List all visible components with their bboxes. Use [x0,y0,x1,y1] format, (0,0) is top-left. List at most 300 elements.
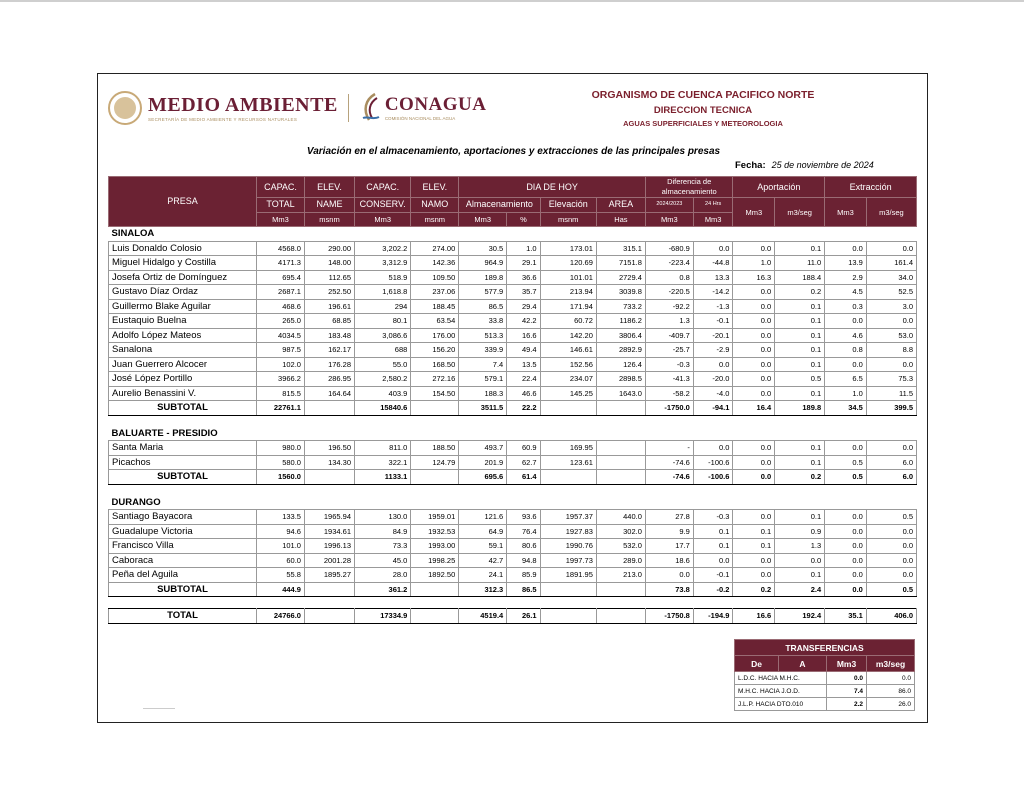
table-cell: 0.0 [733,568,775,583]
table-cell: 0.0 [866,357,916,372]
subtotal-label: SUBTOTAL [109,401,257,416]
table-cell: 1.0 [825,386,867,401]
table-cell: 0.1 [775,568,825,583]
table-row [109,372,917,387]
table-cell: 0.0 [825,314,867,329]
table-cell: 274.00 [411,241,459,256]
table-cell: 0.0 [733,328,775,343]
col-ap-m3seg: m3/seg [775,198,825,227]
table-cell: 2892.9 [596,343,645,358]
table-cell: 52.5 [866,285,916,300]
region-header [109,496,917,510]
table-cell: 133.5 [257,510,305,525]
col-capac-cons-2: CONSERV. [355,198,411,213]
transfers-body [735,672,915,711]
table-cell: 0.0 [693,553,733,568]
table-cell: -409.7 [645,328,693,343]
subtotal-cell: -100.6 [693,470,733,485]
dam-name: José López Portillo [109,372,257,387]
table-cell: -220.5 [645,285,693,300]
table-cell: 1,618.8 [355,285,411,300]
table-cell: 0.1 [693,524,733,539]
subtotal-cell: 0.0 [825,582,867,597]
table-cell: 0.0 [866,553,916,568]
table-cell: 0.0 [733,386,775,401]
total-cell [304,609,354,624]
table-cell: 7.4 [459,357,507,372]
col-presa: PRESA [109,177,257,227]
transfer-route: J.L.P. HACIA DTO.010 [735,698,827,711]
spacer-row [109,415,917,427]
table-cell: 440.0 [596,510,645,525]
table-body [109,227,917,624]
table-cell: 4568.0 [257,241,305,256]
table-cell: 579.1 [459,372,507,387]
table-cell: 1997.73 [540,553,596,568]
table-cell: 0.0 [866,241,916,256]
col-capac-total-2: TOTAL [257,198,305,213]
table-cell: 0.0 [825,539,867,554]
org-line-1: ORGANISMO DE CUENCA PACIFICO NORTE [591,89,815,101]
table-cell: 4171.3 [257,256,305,271]
subtotal-row [109,470,917,485]
table-cell: 980.0 [257,441,305,456]
dam-name: Caboraca [109,553,257,568]
date-line [735,160,874,171]
table-cell: -100.6 [693,455,733,470]
table-cell: 152.56 [540,357,596,372]
subtotal-cell: 312.3 [459,582,507,597]
table-cell: 201.9 [459,455,507,470]
table-cell: 3,202.2 [355,241,411,256]
table-cell: -0.1 [693,568,733,583]
col-area: AREA [596,198,645,213]
logo-subtitle: SECRETARÍA DE MEDIO AMBIENTE Y RECURSOS NATURALES [148,116,298,122]
col-dia-de-hoy: DIA DE HOY [459,177,646,198]
total-cell: 192.4 [775,609,825,624]
dam-name: Francisco Villa [109,539,257,554]
table-cell: 265.0 [257,314,305,329]
subtotal-cell: 2.4 [775,582,825,597]
subtotal-cell [596,401,645,416]
col-ex-mm3: Mm3 [825,198,867,227]
table-cell: 101.01 [540,270,596,285]
subtotal-cell: -0.2 [693,582,733,597]
table-cell: 86.5 [459,299,507,314]
subtotal-cell: 22761.1 [257,401,305,416]
total-cell: 406.0 [866,609,916,624]
table-cell: 22.4 [507,372,540,387]
total-cell: -194.9 [693,609,733,624]
medio-ambiente-logo [148,95,338,122]
transfer-mm3: 0.0 [827,672,867,685]
table-row [109,270,917,285]
table-row [109,256,917,271]
subtotal-cell [540,470,596,485]
table-cell: 46.6 [507,386,540,401]
dam-name: Eustaquio Buelna [109,314,257,329]
table-cell: 1.3 [775,539,825,554]
national-seal-icon [108,91,142,125]
table-cell: 1996.13 [304,539,354,554]
date-label: Fecha: [735,160,766,171]
table-cell: 188.45 [411,299,459,314]
table-cell: 964.9 [459,256,507,271]
table-cell: 173.01 [540,241,596,256]
table-cell: 102.0 [257,357,305,372]
subtotal-cell: 22.2 [507,401,540,416]
table-row [109,357,917,372]
table-cell: 49.4 [507,343,540,358]
table-cell: 6.5 [825,372,867,387]
table-cell: 0.0 [733,314,775,329]
subtotal-cell: 6.0 [866,470,916,485]
header-logos [108,88,486,128]
table-cell: 577.9 [459,285,507,300]
table-cell: 0.1 [775,441,825,456]
table-row [109,386,917,401]
table-cell: 213.0 [596,568,645,583]
dam-name: Peña del Aguila [109,568,257,583]
table-cell: 60.72 [540,314,596,329]
col-elev-namo-2: NAMO [411,198,459,213]
total-cell: 24766.0 [257,609,305,624]
table-cell: 130.0 [355,510,411,525]
table-row [109,328,917,343]
conagua-title: CONAGUA [384,94,487,115]
dams-table [108,176,917,624]
table-cell: 290.00 [304,241,354,256]
transfer-row [735,698,915,711]
table-cell: 2001.28 [304,553,354,568]
table-cell: 188.4 [775,270,825,285]
table-cell: 513.3 [459,328,507,343]
table-cell: 1993.00 [411,539,459,554]
table-cell: 322.1 [355,455,411,470]
table-cell: -223.4 [645,256,693,271]
table-cell: 55.8 [257,568,305,583]
table-cell: 0.0 [825,357,867,372]
conagua-subtitle: COMISIÓN NACIONAL DEL AGUA [384,116,456,121]
table-cell: 302.0 [596,524,645,539]
table-cell: 1.0 [733,256,775,271]
table-cell: 142.36 [411,256,459,271]
table-cell: 1186.2 [596,314,645,329]
table-cell: 0.1 [775,299,825,314]
table-cell: 2898.5 [596,372,645,387]
table-cell: 124.79 [411,455,459,470]
table-cell: -25.7 [645,343,693,358]
table-cell: 34.0 [866,270,916,285]
table-cell: -1.3 [693,299,733,314]
subtotal-cell [540,401,596,416]
table-cell: 493.7 [459,441,507,456]
transfers-title: TRANSFERENCIAS [735,640,915,656]
table-cell: 0.1 [775,343,825,358]
transfers-col-de: De [735,656,779,672]
subtotal-cell [304,470,354,485]
unit-dif-b: Mm3 [693,212,733,227]
table-row [109,285,917,300]
table-cell: 1892.50 [411,568,459,583]
subtotal-cell: 61.4 [507,470,540,485]
table-cell: -58.2 [645,386,693,401]
top-border [0,0,1024,2]
table-cell: 0.0 [733,441,775,456]
subtotal-cell: 189.8 [775,401,825,416]
table-cell: 3806.4 [596,328,645,343]
dam-name: Sanalona [109,343,257,358]
subtotal-cell: 1560.0 [257,470,305,485]
table-cell: -2.9 [693,343,733,358]
col-elev-name-2: NAME [304,198,354,213]
total-cell [411,609,459,624]
table-cell: 176.28 [304,357,354,372]
table-cell: 1959.01 [411,510,459,525]
table-cell: 8.8 [866,343,916,358]
table-cell: 403.9 [355,386,411,401]
transfer-m3seg: 0.0 [867,672,915,685]
subtotal-cell [411,470,459,485]
subtotal-cell: 0.2 [775,470,825,485]
total-cell [596,609,645,624]
table-cell: 4.5 [825,285,867,300]
table-cell: 13.9 [825,256,867,271]
table-cell: 109.50 [411,270,459,285]
table-cell: 134.30 [304,455,354,470]
table-cell: 75.3 [866,372,916,387]
table-cell: 33.8 [459,314,507,329]
total-cell: 35.1 [825,609,867,624]
table-row [109,510,917,525]
table-cell: 93.6 [507,510,540,525]
table-cell: 252.50 [304,285,354,300]
subtotal-cell [596,582,645,597]
table-cell: 94.8 [507,553,540,568]
table-cell: 3.0 [866,299,916,314]
col-extraccion: Extracción [825,177,917,198]
table-cell: 154.50 [411,386,459,401]
footer-rule [143,708,175,709]
table-cell: 0.5 [775,372,825,387]
dam-name: Santiago Bayacora [109,510,257,525]
date-value: 25 de noviembre de 2024 [771,160,874,170]
table-cell: 2729.4 [596,270,645,285]
table-cell: -0.3 [645,357,693,372]
table-cell: 3966.2 [257,372,305,387]
table-cell: 987.5 [257,343,305,358]
subtotal-cell: 695.6 [459,470,507,485]
unit-area: Has [596,212,645,227]
subtotal-cell [411,401,459,416]
region-header [109,227,917,242]
col-capac-total: CAPAC. [257,177,305,198]
org-line-3: AGUAS SUPERFICIALES Y METEOROLOGIA [623,119,783,128]
table-cell: 1934.61 [304,524,354,539]
table-cell: 3039.8 [596,285,645,300]
table-cell: 695.4 [257,270,305,285]
table-cell: 73.3 [355,539,411,554]
table-cell: 1643.0 [596,386,645,401]
col-dif-24hrs: 24 Hrs [693,198,733,213]
subtotal-cell: -1750.0 [645,401,693,416]
table-cell: 1895.27 [304,568,354,583]
subtotal-cell [540,582,596,597]
table-cell: 1965.94 [304,510,354,525]
org-line-2: DIRECCION TECNICA [653,105,753,116]
col-almacenamiento: Almacenamiento [459,198,540,213]
table-cell: 0.5 [866,510,916,525]
total-cell: 17334.9 [355,609,411,624]
table-cell: 80.1 [355,314,411,329]
report-title: Variación en el almacenamiento, aportaciones y extracciones de las principales presas [306,146,721,157]
table-cell: 3,086.6 [355,328,411,343]
table-cell: 2,580.2 [355,372,411,387]
table-cell: 101.0 [257,539,305,554]
subtotal-cell: 73.8 [645,582,693,597]
dam-name: Adolfo López Mateos [109,328,257,343]
table-cell: 76.4 [507,524,540,539]
subtotal-cell: 16.4 [733,401,775,416]
table-cell: 63.54 [411,314,459,329]
subtotal-row [109,401,917,416]
table-cell [596,455,645,470]
table-cell: 188.50 [411,441,459,456]
subtotal-cell: 34.5 [825,401,867,416]
spacer-cell [109,415,917,427]
table-cell: 0.0 [866,568,916,583]
total-cell: 16.6 [733,609,775,624]
table-cell: 1891.95 [540,568,596,583]
table-cell: 196.50 [304,441,354,456]
table-row [109,441,917,456]
table-cell: 339.9 [459,343,507,358]
subtotal-cell [411,582,459,597]
table-cell: 9.9 [645,524,693,539]
table-cell: 68.85 [304,314,354,329]
total-cell: 4519.4 [459,609,507,624]
table-cell: 0.0 [693,441,733,456]
table-cell: 1998.25 [411,553,459,568]
table-cell: 2.9 [825,270,867,285]
table-cell: 0.1 [775,455,825,470]
table-cell: 0.0 [733,285,775,300]
table-cell: 24.1 [459,568,507,583]
table-cell: 28.0 [355,568,411,583]
col-diferencia: Diferencia de almacenamiento [645,177,733,198]
subtotal-cell: 3511.5 [459,401,507,416]
table-cell: 123.61 [540,455,596,470]
conagua-wave-icon [359,92,381,124]
transfer-row [735,685,915,698]
table-cell: 53.0 [866,328,916,343]
subtotal-label: SUBTOTAL [109,470,257,485]
spacer-row [109,484,917,496]
table-cell: 0.0 [733,357,775,372]
table-cell: 16.3 [733,270,775,285]
table-row [109,299,917,314]
subtotal-label: SUBTOTAL [109,582,257,597]
table-cell: 59.1 [459,539,507,554]
dam-name: Picachos [109,455,257,470]
table-cell: 0.2 [775,285,825,300]
table-cell: 7151.8 [596,256,645,271]
transfer-route: L.D.C. HACIA M.H.C. [735,672,827,685]
table-cell: 11.0 [775,256,825,271]
unit-capac-cons: Mm3 [355,212,411,227]
region-header [109,427,917,441]
table-cell: 60.0 [257,553,305,568]
table-row [109,343,917,358]
table-cell: 169.95 [540,441,596,456]
subtotal-cell: 399.5 [866,401,916,416]
total-cell [540,609,596,624]
table-cell: 148.00 [304,256,354,271]
transfer-route: M.H.C. HACIA J.O.D. [735,685,827,698]
dam-name: Miguel Hidalgo y Costilla [109,256,257,271]
subtotal-cell: -94.1 [693,401,733,416]
table-cell: 27.8 [645,510,693,525]
table-cell: 0.0 [825,524,867,539]
table-cell: 0.1 [775,510,825,525]
table-cell: 0.0 [866,539,916,554]
table-cell: 580.0 [257,455,305,470]
table-cell: 2687.1 [257,285,305,300]
table-cell: 0.0 [825,568,867,583]
conagua-logo [359,92,487,124]
table-cell: 0.0 [733,372,775,387]
table-cell: 30.5 [459,241,507,256]
table-cell: 17.7 [645,539,693,554]
spacer-cell [109,597,917,609]
subtotal-cell: -74.6 [645,470,693,485]
table-cell: 0.0 [733,510,775,525]
col-elev-name: ELEV. [304,177,354,198]
table-cell: 80.6 [507,539,540,554]
table-cell: 6.0 [866,455,916,470]
table-cell: 289.0 [596,553,645,568]
table-cell: 532.0 [596,539,645,554]
table-cell: 1990.76 [540,539,596,554]
table-cell: 0.0 [693,241,733,256]
organization-block [568,89,838,128]
table-cell: -0.1 [693,314,733,329]
table-cell: 121.6 [459,510,507,525]
table-cell: 189.8 [459,270,507,285]
table-cell: 183.48 [304,328,354,343]
table-row [109,524,917,539]
table-cell: 0.8 [645,270,693,285]
table-cell: 0.3 [825,299,867,314]
table-cell: 112.65 [304,270,354,285]
dam-name: Josefa Ortiz de Domínguez [109,270,257,285]
subtotal-cell: 0.5 [866,582,916,597]
table-cell: 36.6 [507,270,540,285]
table-cell: 286.95 [304,372,354,387]
table-cell: 272.16 [411,372,459,387]
table-cell: 84.9 [355,524,411,539]
table-cell: 188.3 [459,386,507,401]
logo-divider [348,94,349,122]
table-cell: 0.0 [866,524,916,539]
table-cell: 42.2 [507,314,540,329]
subtotal-cell [596,470,645,485]
subtotal-cell [304,401,354,416]
subtotal-cell: 1133.1 [355,470,411,485]
table-cell: 13.5 [507,357,540,372]
table-cell: 176.00 [411,328,459,343]
table-cell: 142.20 [540,328,596,343]
